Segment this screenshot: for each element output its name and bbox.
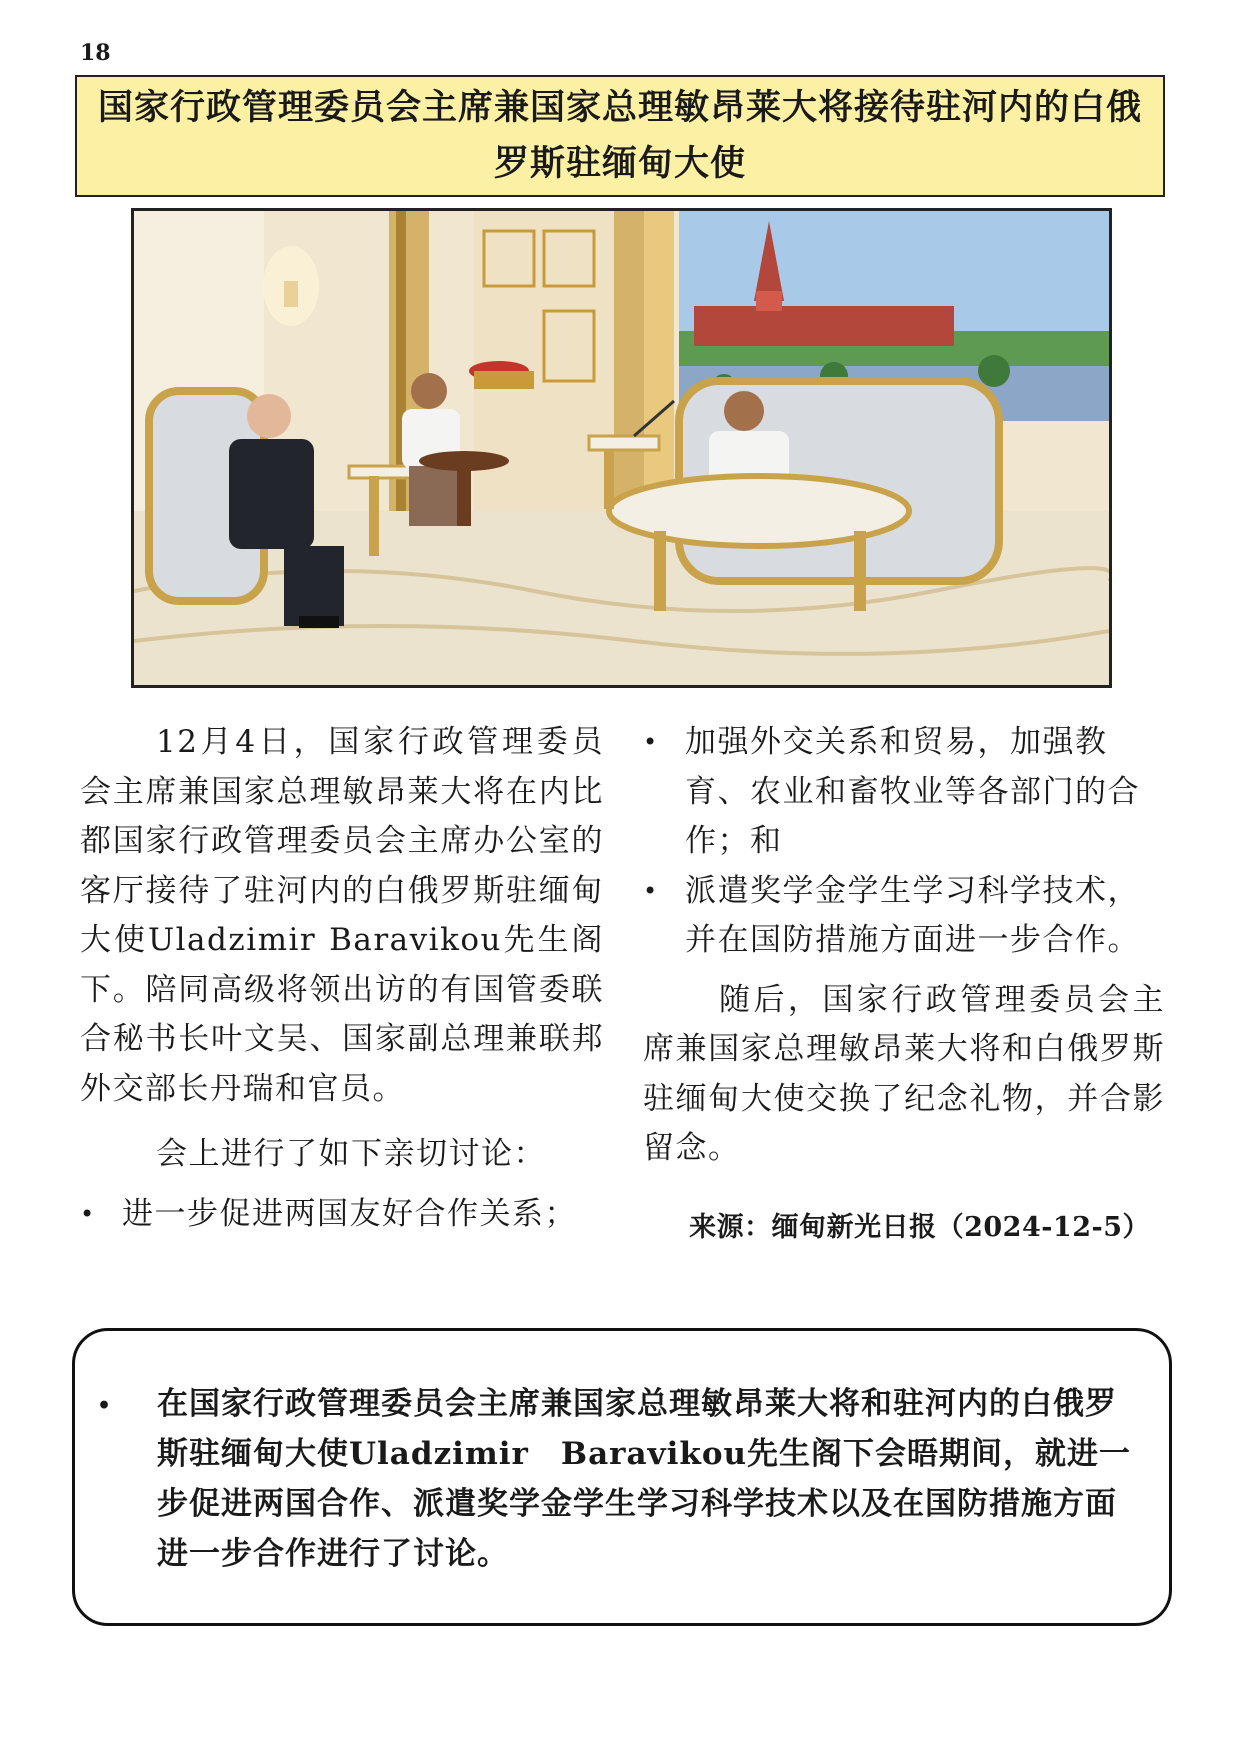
discussion-bullets: [643, 718, 1165, 966]
page-number: 18: [80, 40, 111, 66]
discussion-bullets: [80, 1190, 604, 1240]
article-paragraph: 随后，国家行政管理委员会主席兼国家总理敏昂莱大将和白俄罗斯驻缅甸大使交换了纪念礼物，并合影留念。: [643, 981, 1165, 1166]
list-item: • 派遣奖学金学生学习科学技术，并在国防措施方面进一步合作。: [643, 867, 1165, 966]
article-left-column: [80, 718, 604, 1239]
article-right-column: [643, 718, 1165, 1174]
meeting-photo: [131, 208, 1112, 688]
article-paragraph: 12月4日，国家行政管理委员会主席兼国家总理敏昂莱大将在内比都国家行政管理委员会主席办公室的客厅接待了驻河内的白俄罗斯驻缅甸大使Uladzimir Baravikou先生阁下。陪同高级将领出访的有国管委联合秘书长叶文吴、国家副总理兼联邦外交部长丹瑞和官员。: [80, 724, 604, 1107]
summary-text: 在国家行政管理委员会主席兼国家总理敏昂莱大将和驻河内的白俄罗斯驻缅甸大使Uladzimir Baravikou先生阁下会晤期间，就进一步促进两国合作、派遣奖学金学生学习科学技术以及在国防措施方面进一步合作进行了讨论。: [157, 1386, 1132, 1572]
summary-box: [72, 1328, 1172, 1626]
list-item: • 加强外交关系和贸易，加强教育、农业和畜牧业等各部门的合作；和: [643, 718, 1165, 867]
source-citation: 来源：缅甸新光日报（2024-12-5）: [689, 1212, 1150, 1243]
title-box: [75, 75, 1165, 197]
list-item: • 进一步促进两国友好合作关系；: [80, 1190, 604, 1240]
page-title: 国家行政管理委员会主席兼国家总理敏昂莱大将接待驻河内的白俄罗斯驻缅甸大使: [97, 87, 1142, 184]
article-paragraph: 会上进行了如下亲切讨论：: [156, 1136, 546, 1172]
bullet-icon: •: [97, 1393, 113, 1419]
summary-item: [97, 1379, 1141, 1579]
